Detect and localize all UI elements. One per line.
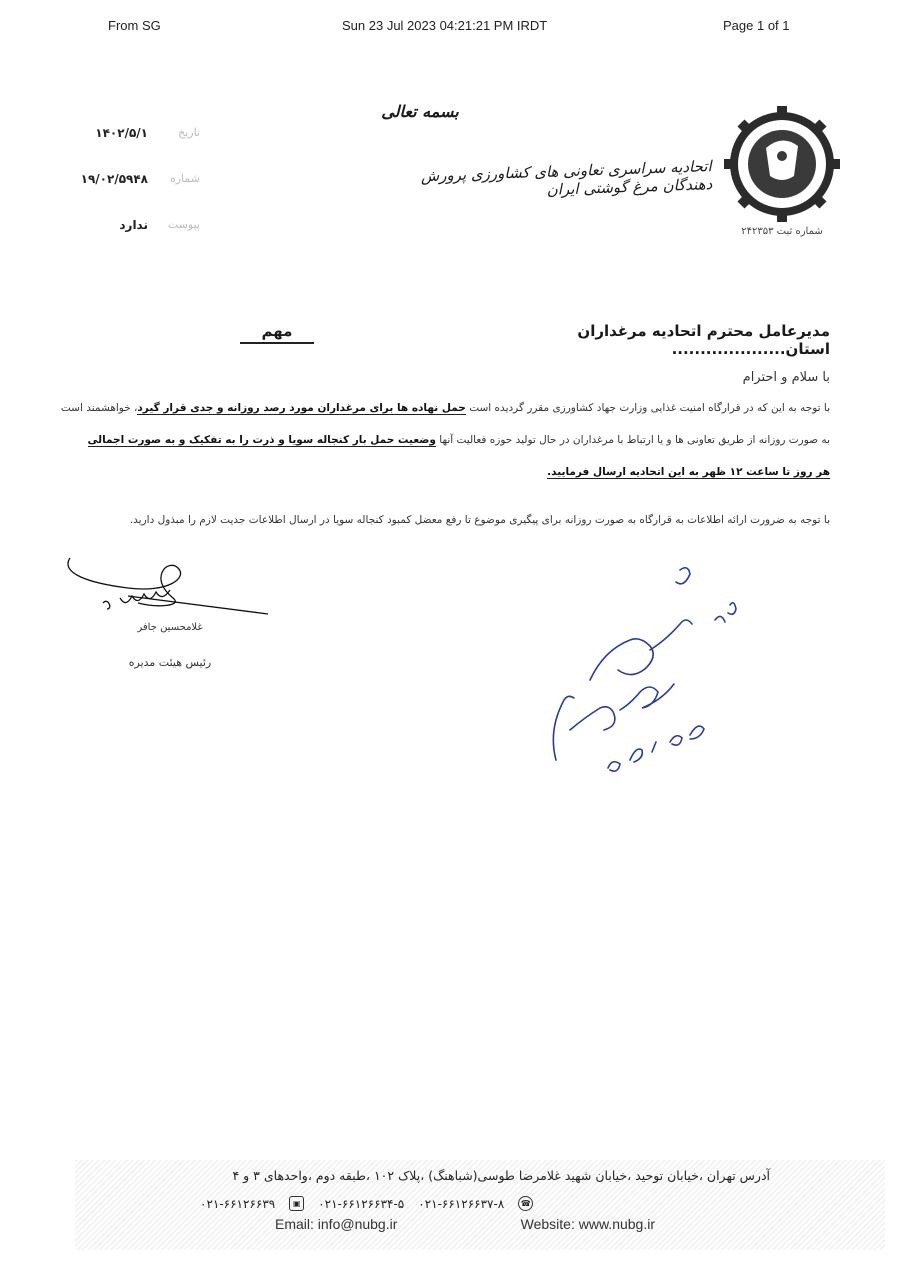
footer-address: آدرس تهران ،خیابان توحید ،خیابان شهید غلامرضا طوسی(شباهنگ) ،پلاک ۱۰۲ ،طبقه دوم ،واحدهای ۳ و ۴ bbox=[232, 1168, 770, 1183]
signer-title: رئیس هیئت مدیره bbox=[128, 656, 212, 669]
fax-from: From SG bbox=[108, 18, 161, 33]
number-label: شماره bbox=[169, 172, 200, 185]
footer-contact-numbers bbox=[200, 1196, 680, 1211]
footer-email[interactable]: Email: info@nubg.ir bbox=[275, 1216, 398, 1232]
body-paragraph-1-line-1 bbox=[50, 400, 830, 416]
meta-date bbox=[60, 126, 210, 144]
organization-logo bbox=[722, 104, 842, 224]
phone-number-2: ۰۲۱-۶۶۱۲۶۶۳۷-۸ bbox=[418, 1196, 505, 1211]
p1-l1-text-a: با توجه به این که در قرارگاه امنیت غذایی وزارت جهاد کشاورزی مقرر گردیده است bbox=[465, 402, 830, 414]
date-label: تاریخ bbox=[178, 126, 200, 139]
fax-header bbox=[0, 18, 905, 38]
handwritten-referral-note bbox=[530, 560, 810, 800]
p1-l3-emphasis: هر روز تا ساعت ۱۲ ظهر به این اتحادیه ارسال فرمایید. bbox=[547, 466, 830, 478]
body-paragraph-1-line-2 bbox=[50, 432, 830, 448]
bismillah-heading: بسمه تعالی bbox=[381, 102, 459, 121]
fax-icon: ▣ bbox=[289, 1196, 304, 1211]
p1-l1-text-c: ، خواهشمند است bbox=[60, 402, 138, 414]
date-value: ۱۴۰۲/۵/۱ bbox=[95, 126, 148, 140]
footer-website[interactable]: Website: www.nubg.ir bbox=[520, 1216, 655, 1232]
attachment-label: پیوست bbox=[167, 218, 200, 231]
meta-number bbox=[60, 172, 210, 190]
p1-l2-text-a: به صورت روزانه از طریق تعاونی ها و یا ارتباط با مرغداران در حال تولید حوزه فعالیت آنها bbox=[435, 434, 830, 446]
fax-datetime: Sun 23 Jul 2023 04:21:21 PM IRDT bbox=[342, 18, 548, 33]
signer-name: غلامحسین جافر bbox=[137, 622, 203, 633]
greeting: با سلام و احترام bbox=[742, 370, 830, 385]
attachment-value: ندارد bbox=[119, 218, 148, 232]
fax-page-count: Page 1 of 1 bbox=[723, 18, 790, 33]
addressee: مدیرعامل محترم اتحادیه مرغداران استان.................... bbox=[577, 322, 830, 358]
footer-web bbox=[275, 1216, 655, 1232]
number-value: ۱۹/۰۲/۵۹۴۸ bbox=[80, 172, 148, 186]
body-paragraph-2: با توجه به ضرورت ارائه اطلاعات به قرارگاه به صورت روزانه برای پیگیری موضوع تا رفع معضل کمبود کنجاله سویا در ارسال اطلاعات جدیت لازم را مبذول دارید. bbox=[129, 514, 830, 526]
p1-l1-emphasis: حمل نهاده ها برای مرغداران مورد رصد روزانه و جدی قرار گیرد bbox=[137, 402, 466, 414]
fax-number: ۰۲۱-۶۶۱۲۶۶۳۹ bbox=[200, 1196, 276, 1211]
registration-number: شماره ثبت ۲۴۲۳۵۳ bbox=[741, 226, 823, 237]
meta-attachment bbox=[60, 218, 210, 236]
phone-number-1: ۰۲۱-۶۶۱۲۶۶۳۴-۵ bbox=[318, 1196, 405, 1211]
phone-icon: ☎ bbox=[518, 1196, 533, 1211]
priority-label: مهم bbox=[240, 322, 314, 344]
p1-l2-emphasis: وضعیت حمل بار کنجاله سویا و ذرت را به تفکیک و به صورت اجمالی bbox=[87, 434, 436, 446]
body-paragraph-1-line-3 bbox=[50, 464, 830, 480]
organization-name: اتحادیه سراسری تعاونی های کشاورزی پرورش دهندگان مرغ گوشتی ایران bbox=[420, 157, 713, 199]
